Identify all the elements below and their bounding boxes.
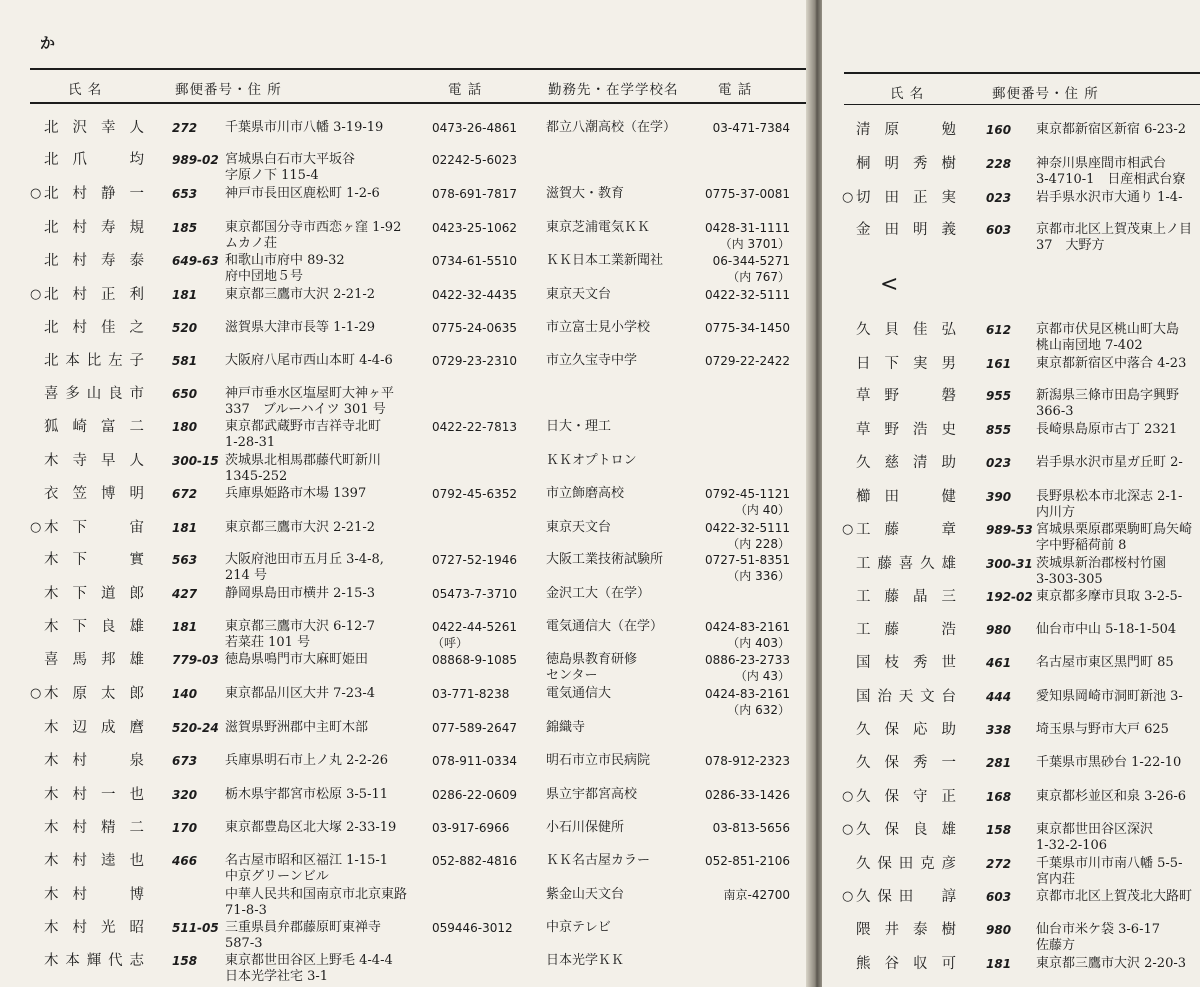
entry-workplace: 電気通信大: [546, 686, 612, 701]
table-row: [822, 156, 1200, 190]
entry-name: 久 保 田 諄: [856, 889, 956, 905]
entry-zip: 980: [986, 623, 1012, 637]
entry-name: 草 野 磐: [856, 388, 956, 404]
entry-name: 木 原 太 郎: [44, 686, 144, 702]
entry-zip: 603: [986, 223, 1012, 237]
right-header-top-rule: [844, 72, 1200, 74]
table-row: [822, 689, 1200, 723]
entry-address: 新潟県三條市田島字興野 366-3: [1036, 388, 1180, 419]
table-row: [822, 889, 1200, 923]
table-row: [822, 522, 1200, 556]
table-row: [822, 622, 1200, 656]
entry-workplace: 東京天文台: [546, 287, 612, 302]
entry-address: 京都市北区上賀茂北大路町: [1036, 889, 1193, 904]
entry-name: 木 寺 早 人: [44, 453, 144, 469]
entry-workplace: 日大・理工: [546, 419, 612, 434]
entry-workplace: 錦織寺: [546, 720, 586, 735]
entry-name: 国 枝 秀 世: [856, 655, 956, 671]
entry-address: 長野県松本市北深志 2-1- 内川方: [1036, 489, 1183, 520]
entry-name: 木 下 實: [44, 552, 144, 568]
entry-address: 兵庫県明石市上ノ丸 2-2-26: [225, 753, 389, 768]
entry-zip: 466: [172, 854, 198, 868]
entry-workplace: 県立宇都宮高校: [546, 787, 638, 802]
entry-address: 京都市伏見区桃山町大島 桃山南団地 7-402: [1036, 322, 1180, 353]
entry-phone: 0775-24-0635: [432, 321, 518, 335]
entry-address: 三重県員弁郡藤原町東禅寺 587-3: [225, 920, 382, 951]
entry-name: 金 田 明 義: [856, 222, 956, 238]
table-row: [0, 787, 810, 821]
table-row: [822, 789, 1200, 823]
entry-work-phone: 03-813-5656: [712, 821, 790, 835]
entry-name: 北 村 寿 規: [44, 220, 144, 236]
entry-address: 静岡県島田市横井 2-15-3: [225, 586, 376, 601]
table-row: [0, 253, 810, 287]
table-row: [0, 820, 810, 854]
member-mark: ○: [30, 520, 42, 535]
entry-workplace: 東京芝浦電気ＫＫ: [546, 220, 651, 235]
member-mark: ○: [30, 186, 42, 201]
entry-address: 東京都世田谷区上野毛 4-4-4 日本光学社宅 3-1: [225, 953, 393, 984]
header-address: 郵便番号・住 所: [175, 82, 282, 98]
entry-address: 東京都品川区大井 7-23-4: [225, 686, 376, 701]
right-header-address: 郵便番号・住 所: [992, 86, 1099, 102]
entry-name: 北 本 比 左 子: [44, 353, 144, 369]
entry-address: 茨城県北相馬郡藤代町新川 1345-252: [225, 453, 382, 484]
entry-address: 埼玉県与野市大戸 625: [1036, 722, 1169, 737]
entry-workplace: ＫＫ名古屋カラー: [546, 853, 651, 868]
entry-name: 狐 崎 富 二: [44, 419, 144, 435]
chevron-left-icon[interactable]: <: [880, 272, 899, 297]
entry-address: 愛知県岡崎市洞町新池 3-: [1036, 689, 1183, 704]
entry-work-phone: 0727-51-8351 （内 336）: [704, 553, 790, 583]
entry-name: 清 原 勉: [856, 122, 956, 138]
entry-work-phone: 0428-31-1111 （内 3701）: [704, 221, 790, 251]
table-row: [0, 386, 810, 420]
entry-zip: 185: [172, 221, 198, 235]
entry-zip: 181: [986, 957, 1012, 971]
entry-address: 長崎県島原市古丁 2321: [1036, 422, 1178, 437]
entry-address: 千葉県市川市八幡 3-19-19: [225, 120, 384, 135]
table-row: [0, 720, 810, 754]
entry-zip: 140: [172, 687, 198, 701]
entry-address: 宮城県栗原郡栗駒町鳥矢崎 字中野稲荷前 8: [1036, 522, 1193, 553]
entry-name: 喜 馬 邦 雄: [44, 652, 144, 668]
entry-zip: 281: [986, 756, 1012, 770]
entry-zip: 650: [172, 387, 198, 401]
entry-name: 北 沢 幸 人: [44, 120, 144, 136]
entry-zip: 338: [986, 723, 1012, 737]
entry-zip: 300-15: [172, 454, 219, 468]
entry-name: 木 村 一 也: [44, 787, 144, 803]
entry-work-phone: 078-912-2323: [704, 754, 790, 768]
entry-name: 切 田 正 実: [856, 190, 956, 206]
entry-work-phone: 0886-23-2733 （内 43）: [704, 653, 790, 683]
header-phone: 電 話: [448, 82, 483, 98]
entry-phone: 0727-52-1946: [432, 553, 518, 567]
right-page: [822, 0, 1200, 987]
entry-work-phone: 0424-83-2161 （内 632）: [704, 687, 790, 717]
header-work: 勤務先・在学学校名: [548, 82, 679, 98]
entry-zip: 272: [172, 121, 198, 135]
entry-work-phone: 03-471-7384: [712, 121, 790, 135]
table-row: [822, 956, 1200, 987]
entry-name: 工 藤 章: [856, 522, 956, 538]
entry-zip: 300-31: [986, 557, 1033, 571]
entry-zip: 320: [172, 788, 198, 802]
entry-name: 工 藤 晶 三: [856, 589, 956, 605]
table-row: [0, 887, 810, 921]
entry-name: 久 保 良 雄: [856, 822, 956, 838]
entry-address: 栃木県宇都宮市松原 3-5-11: [225, 787, 389, 802]
entry-zip: 181: [172, 288, 198, 302]
entry-phone: 08868-9-1085: [432, 653, 518, 667]
entry-address: 東京都三鷹市大沢 2-21-2: [225, 287, 376, 302]
right-header-name: 氏 名: [890, 86, 925, 102]
entry-zip: 023: [986, 191, 1012, 205]
entry-zip: 444: [986, 690, 1012, 704]
entry-zip: 520: [172, 321, 198, 335]
table-row: [822, 722, 1200, 756]
entry-name: 木 本 輝 代 志: [44, 953, 144, 969]
entry-name: 久 貝 佳 弘: [856, 322, 956, 338]
entry-name: 久 保 応 助: [856, 722, 956, 738]
entry-workplace: 市立富士見小学校: [546, 320, 651, 335]
entry-address: 東京都三鷹市大沢 2-21-2: [225, 520, 376, 535]
entry-workplace: 日本光学ＫＫ: [546, 953, 625, 968]
entry-name: 櫛 田 健: [856, 489, 956, 505]
table-row: [822, 122, 1200, 156]
entry-address: 東京都国分寺市西恋ヶ窪 1-92 ムカノ荘: [225, 220, 402, 251]
table-row: [0, 920, 810, 954]
table-row: [822, 388, 1200, 422]
entry-address: 東京都三鷹市大沢 2-20-3: [1036, 956, 1187, 971]
table-row: [822, 589, 1200, 623]
entry-workplace: 電気通信大（在学）: [546, 619, 664, 634]
entry-phone: 0473-26-4861: [432, 121, 518, 135]
entry-address: 東京都多摩市貝取 3-2-5-: [1036, 589, 1183, 604]
entry-address: 大阪府池田市五月丘 3-4-8, 214 号: [225, 552, 384, 583]
entry-phone: 0792-45-6352: [432, 487, 518, 501]
entry-name: 木 辺 成 麿: [44, 720, 144, 736]
entry-name: 日 下 実 男: [856, 356, 956, 372]
entry-name: 北 村 寿 泰: [44, 253, 144, 269]
entry-name: 熊 谷 収 可: [856, 956, 956, 972]
entry-phone: 0729-23-2310: [432, 354, 518, 368]
entry-workplace: 徳島県教育研修 センター: [546, 652, 638, 683]
entry-address: 岩手県水沢市星ガ丘町 2-: [1036, 455, 1183, 470]
entry-work-phone: 0792-45-1121 （内 40）: [704, 487, 790, 517]
entry-address: 和歌山市府中 89-32 府中団地５号: [225, 253, 345, 284]
header-name: 氏 名: [68, 82, 103, 98]
entry-zip: 170: [172, 821, 198, 835]
entry-name: 木 下 道 郎: [44, 586, 144, 602]
entry-workplace: 紫金山天文台: [546, 887, 625, 902]
entry-zip: 181: [172, 620, 198, 634]
entry-name: 北 村 静 一: [44, 186, 144, 202]
entry-zip: 779-03: [172, 653, 219, 667]
table-row: [0, 419, 810, 453]
entry-zip: 612: [986, 323, 1012, 337]
entry-zip: 161: [986, 357, 1012, 371]
entry-zip: 855: [986, 423, 1012, 437]
entry-name: 久 保 田 克 彦: [856, 856, 956, 872]
entry-name: 隈 井 泰 樹: [856, 922, 956, 938]
entry-name: 桐 明 秀 樹: [856, 156, 956, 172]
entry-zip: 989-02: [172, 153, 219, 167]
entry-address: 千葉県市黒砂台 1-22-10: [1036, 755, 1182, 770]
entry-phone: 0422-22-7813: [432, 420, 518, 434]
entry-workplace: 中京テレビ: [546, 920, 611, 935]
table-row: [822, 489, 1200, 523]
table-row: [0, 953, 810, 987]
entry-zip: 563: [172, 553, 198, 567]
entry-zip: 158: [172, 954, 198, 968]
entry-phone: 078-691-7817: [432, 187, 518, 201]
entry-workplace: 市立久宝寺中学: [546, 353, 638, 368]
entry-address: 大阪府八尾市西山本町 4-4-6: [225, 353, 393, 368]
entry-work-phone: 0424-83-2161 （内 403）: [704, 620, 790, 650]
entry-zip: 989-53: [986, 523, 1033, 537]
entry-name: 木 下 良 雄: [44, 619, 144, 635]
entry-workplace: 明石市立市民病院: [546, 753, 651, 768]
table-row: [0, 220, 810, 254]
table-row: [0, 486, 810, 520]
table-row: [0, 453, 810, 487]
entry-phone: 03-771-8238: [432, 687, 510, 701]
entry-zip: 168: [986, 790, 1012, 804]
right-header-bottom-rule: [844, 104, 1200, 105]
table-row: [0, 520, 810, 554]
entry-zip: 023: [986, 456, 1012, 470]
table-row: [822, 322, 1200, 356]
entry-address: 神戸市長田区鹿松町 1-2-6: [225, 186, 380, 201]
entry-phone: 0422-44-5261 （呼）: [432, 620, 518, 650]
entry-name: 木 下 宙: [44, 520, 144, 536]
entry-address: 中華人民共和国南京市北京東路 71-8-3: [225, 887, 408, 918]
entry-work-phone: 052-851-2106: [704, 854, 790, 868]
table-row: [822, 455, 1200, 489]
table-row: [0, 686, 810, 720]
entry-workplace: 都立八潮高校（在学）: [546, 120, 677, 135]
entry-address: 名古屋市東区黒門町 85: [1036, 655, 1174, 670]
member-mark: ○: [842, 789, 854, 804]
entry-name: 木 村 光 昭: [44, 920, 144, 936]
table-row: [0, 619, 810, 653]
entry-zip: 228: [986, 157, 1012, 171]
entry-zip: 980: [986, 923, 1012, 937]
entry-work-phone: 0422-32-5111: [704, 288, 790, 302]
entry-workplace: 東京天文台: [546, 520, 612, 535]
table-row: [0, 853, 810, 887]
entry-address: 兵庫県姫路市木場 1397: [225, 486, 367, 501]
entry-work-phone: 0775-34-1450: [704, 321, 790, 335]
table-row: [822, 222, 1200, 256]
entry-name: 喜 多 山 良 市: [44, 386, 144, 402]
entry-phone: 02242-5-6023: [432, 153, 518, 167]
entry-address: 滋賀県野洲郡中主町木部: [225, 720, 369, 735]
entry-zip: 390: [986, 490, 1012, 504]
entry-workplace: 小石川保健所: [546, 820, 625, 835]
table-row: [0, 320, 810, 354]
entry-name: 工 藤 浩: [856, 622, 956, 638]
entry-zip: 158: [986, 823, 1012, 837]
table-row: [822, 556, 1200, 590]
entry-address: 岩手県水沢市大通り 1-4-: [1036, 190, 1183, 205]
entry-name: 久 保 守 正: [856, 789, 956, 805]
entry-name: 木 村 逵 也: [44, 853, 144, 869]
entry-zip: 673: [172, 754, 198, 768]
table-row: [822, 422, 1200, 456]
table-row: [822, 822, 1200, 856]
entry-address: 京都市北区上賀茂東上ノ目 37 大野方: [1036, 222, 1193, 253]
table-row: [822, 190, 1200, 224]
entry-zip: 160: [986, 123, 1012, 137]
entry-address: 東京都世田谷区深沢 1-32-2-106: [1036, 822, 1154, 853]
entry-workplace: ＫＫ日本工業新聞社: [546, 253, 664, 268]
table-row: [0, 586, 810, 620]
table-row: [0, 753, 810, 787]
header-bottom-rule: [30, 102, 806, 104]
entry-name: 衣 笠 博 明: [44, 486, 144, 502]
entry-name: 久 慈 清 助: [856, 455, 956, 471]
section-kana: か: [40, 34, 56, 52]
entry-zip: 581: [172, 354, 198, 368]
entry-address: 東京都新宿区新宿 6-23-2: [1036, 122, 1187, 137]
entry-address: 東京都新宿区中落合 4-23: [1036, 356, 1187, 371]
header-top-rule: [30, 68, 806, 70]
entry-workplace: 市立飾磨高校: [546, 486, 625, 501]
entry-zip: 653: [172, 187, 198, 201]
entry-phone: 0423-25-1062: [432, 221, 518, 235]
entry-zip: 672: [172, 487, 198, 501]
member-mark: ○: [842, 522, 854, 537]
entry-zip: 192-02: [986, 590, 1033, 604]
entry-zip: 181: [172, 521, 198, 535]
entry-workplace: 金沢工大（在学）: [546, 586, 651, 601]
entry-phone: 0734-61-5510: [432, 254, 518, 268]
entry-address: 名古屋市昭和区福江 1-15-1 中京グリーンビル: [225, 853, 389, 884]
entry-zip: 427: [172, 587, 198, 601]
header-work-phone: 電 話: [718, 82, 753, 98]
entry-address: 神戸市垂水区塩屋町大神ヶ平 337 ブルーハイツ 301 号: [225, 386, 395, 417]
entry-address: 宮城県白石市大平坂谷 字原ノ下 115-4: [225, 152, 356, 183]
entry-name: 木 村 博: [44, 887, 144, 903]
entry-name: 久 保 秀 一: [856, 755, 956, 771]
entry-phone: 078-911-0334: [432, 754, 518, 768]
member-mark: ○: [842, 190, 854, 205]
entry-workplace: ＫＫオプトロン: [546, 453, 637, 468]
entry-zip: 520-24: [172, 721, 219, 735]
entry-name: 木 村 泉: [44, 753, 144, 769]
entry-name: 北 村 正 利: [44, 287, 144, 303]
entry-work-phone: 0775-37-0081: [704, 187, 790, 201]
entry-name: 北 爪 均: [44, 152, 144, 168]
entry-phone: 05473-7-3710: [432, 587, 518, 601]
table-row: [0, 120, 810, 154]
table-row: [0, 353, 810, 387]
entry-zip: 461: [986, 656, 1012, 670]
entry-workplace: 滋賀大・教育: [546, 186, 625, 201]
table-row: [0, 552, 810, 586]
entry-phone: 03-917-6966: [432, 821, 510, 835]
entry-address: 東京都武蔵野市吉祥寺北町 1-28-31: [225, 419, 382, 450]
entry-name: 北 村 佳 之: [44, 320, 144, 336]
entry-address: 東京都三鷹市大沢 6-12-7 若菜荘 101 号: [225, 619, 376, 650]
entry-phone: 0286-22-0609: [432, 788, 518, 802]
member-mark: ○: [842, 889, 854, 904]
member-mark: ○: [30, 287, 42, 302]
entry-zip: 649-63: [172, 254, 219, 268]
entry-phone: 077-589-2647: [432, 721, 518, 735]
entry-address: 千葉県市川市南八幡 5-5- 宮内荘: [1036, 856, 1183, 887]
entry-name: 工 藤 喜 久 雄: [856, 556, 956, 572]
entry-name: 木 村 精 二: [44, 820, 144, 836]
table-row: [822, 356, 1200, 390]
member-mark: ○: [30, 686, 42, 701]
entry-zip: 603: [986, 890, 1012, 904]
entry-name: 草 野 浩 史: [856, 422, 956, 438]
table-row: [822, 655, 1200, 689]
entry-zip: 511-05: [172, 921, 219, 935]
entry-address: 神奈川県座間市相武台 3-4710-1 日産相武台寮: [1036, 156, 1186, 187]
entry-work-phone: 南京-42700: [723, 888, 790, 902]
entry-address: 滋賀県大津市長等 1-1-29: [225, 320, 376, 335]
table-row: [0, 186, 810, 220]
table-row: [822, 856, 1200, 890]
entry-address: 仙台市米ケ袋 3-6-17 佐藤方: [1036, 922, 1161, 953]
entry-workplace: 大阪工業技術試験所: [546, 552, 664, 567]
entry-name: 国 治 天 文 台: [856, 689, 956, 705]
table-row: [0, 652, 810, 686]
entry-work-phone: 0422-32-5111 （内 228）: [704, 521, 790, 551]
entry-address: 東京都豊島区北大塚 2-33-19: [225, 820, 397, 835]
table-row: [822, 755, 1200, 789]
entry-work-phone: 0729-22-2422: [704, 354, 790, 368]
table-row: [0, 152, 810, 186]
entry-address: 仙台市中山 5-18-1-504: [1036, 622, 1177, 637]
entry-address: 茨城県新治郡桜村竹園 3-303-305: [1036, 556, 1167, 587]
entry-work-phone: 0286-33-1426: [704, 788, 790, 802]
entry-zip: 955: [986, 389, 1012, 403]
entry-zip: 180: [172, 420, 198, 434]
entry-address: 徳島県鳴門市大麻町姫田: [225, 652, 369, 667]
entry-address: 東京都杉並区和泉 3-26-6: [1036, 789, 1187, 804]
entry-phone: 059446-3012: [432, 921, 513, 935]
entry-work-phone: 06-344-5271 （内 767）: [712, 254, 790, 284]
entry-zip: 272: [986, 857, 1012, 871]
member-mark: ○: [842, 822, 854, 837]
entry-phone: 052-882-4816: [432, 854, 518, 868]
entry-phone: 0422-32-4435: [432, 288, 518, 302]
table-row: [822, 922, 1200, 956]
table-row: [0, 287, 810, 321]
